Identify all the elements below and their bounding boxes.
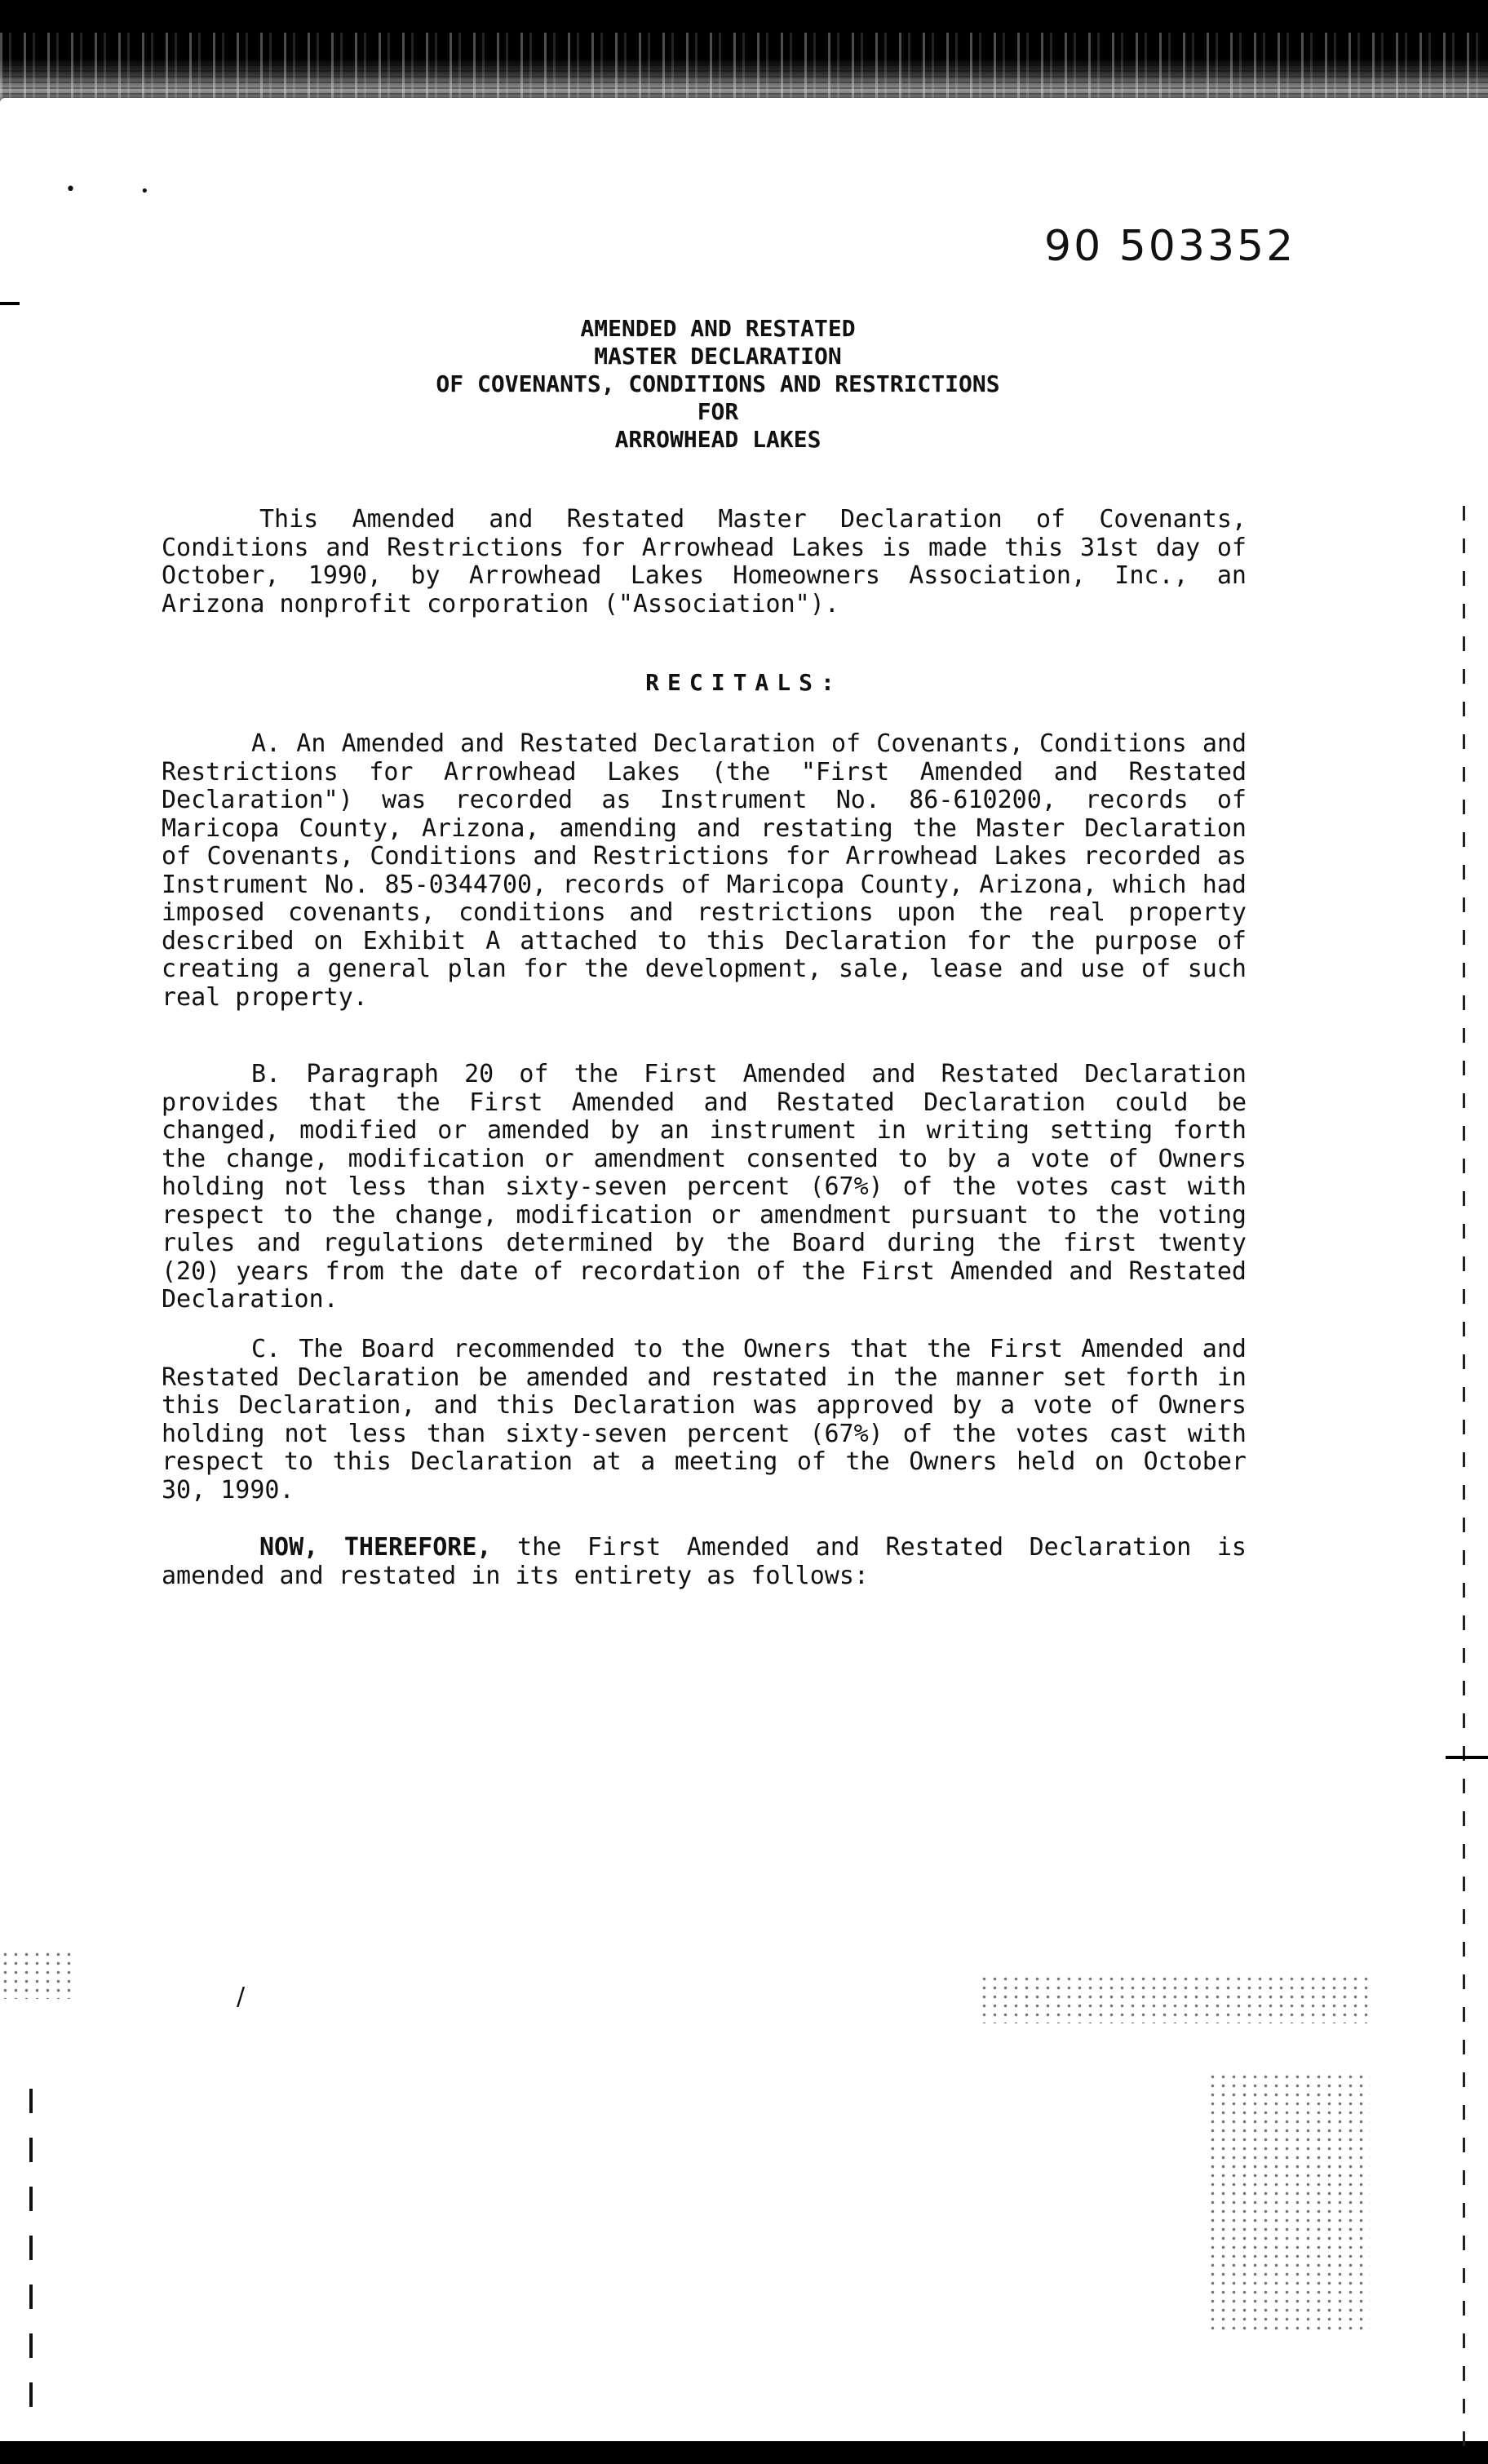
closing-text: the First Amended and Restated Declaration is amended and restated in its entirety as follows:	[162, 1533, 1247, 1590]
recital-text: The Board recommended to the Owners that the First Amended and Restated Declaration be amended and restated in the manner set forth in this Declaration, and this Declaration was approved by a vote of Owners holding not less than sixty-seven percent (67%) of the votes cast with respect to this Declaration at a meeting of the Owners held on October 30, 1990.	[162, 1335, 1247, 1505]
recitals-heading: RECITALS:	[645, 669, 843, 696]
recital-a	[162, 730, 1247, 1012]
recital-text: Paragraph 20 of the First Amended and Restated Declaration provides that the First Amended and Restated Declaration could be changed, modified or amended by an instrument in writing setting forth the change, modification or amendment consented to by a vote of Owners holding not less than sixty-seven percent (67%) of the votes cast with respect to the change, modification or amendment pursuant to the voting rules and regulations determined by the Board during the first twenty (20) years from the date of recordation of the First Amended and Restated Declaration.	[162, 1060, 1247, 1314]
scan-mark: •	[65, 179, 76, 200]
title-line: FOR	[697, 398, 739, 425]
title-line: MASTER DECLARATION	[594, 343, 842, 370]
closing-lead: NOW, THEREFORE,	[259, 1533, 492, 1562]
scan-mark	[1446, 1756, 1488, 1759]
recital-label: C.	[251, 1335, 281, 1363]
title-line: AMENDED AND RESTATED	[580, 315, 856, 342]
scan-speckle	[0, 1950, 73, 1999]
intro-paragraph	[162, 506, 1247, 618]
intro-text: This Amended and Restated Master Declaration of Covenants, Conditions and Restrictions for Arrowhead Lakes is made this 31st day of October, 1990, by Arrowhead Lakes Homeowners Association, Inc., an Arizona nonprofit corporation ("Association").	[162, 505, 1247, 618]
scan-noise	[0, 33, 1488, 106]
recital-b	[162, 1061, 1247, 1314]
scan-mark: /	[237, 1983, 246, 2011]
recital-label: A.	[251, 729, 281, 758]
title-line: OF COVENANTS, CONDITIONS AND RESTRICTIONS	[436, 370, 1000, 397]
document-title	[0, 315, 1436, 454]
recital-text: An Amended and Restated Declaration of Covenants, Conditions and Restrictions for Arrowhead Lakes (the "First Amended and Restated Declaration") was recorded as Instrument No. 86-610200, records of Maricopa County, Arizona, amending and restating the Master Declaration of Covenants, Conditions and Restrictions for Arrowhead Lakes recorded as Instrument No. 85-0344700, records of Maricopa County, Arizona, which had imposed covenants, conditions and restrictions upon the real property described on Exhibit A attached to this Declaration for the purpose of creating a general plan for the development, sale, lease and use of such real property.	[162, 729, 1247, 1012]
scan-speckle	[979, 1974, 1371, 2023]
scan-mark	[0, 302, 20, 305]
title-line: ARROWHEAD LAKES	[614, 426, 822, 453]
recital-label: B.	[251, 1060, 281, 1088]
scan-edge-left	[29, 2089, 33, 2431]
closing-paragraph	[162, 1534, 1247, 1590]
recital-c	[162, 1336, 1247, 1505]
scan-edge-right	[1463, 506, 1465, 2464]
scan-speckle	[1207, 2072, 1371, 2333]
scan-mark: •	[140, 183, 149, 200]
document-number: 90 503352	[1044, 222, 1296, 271]
